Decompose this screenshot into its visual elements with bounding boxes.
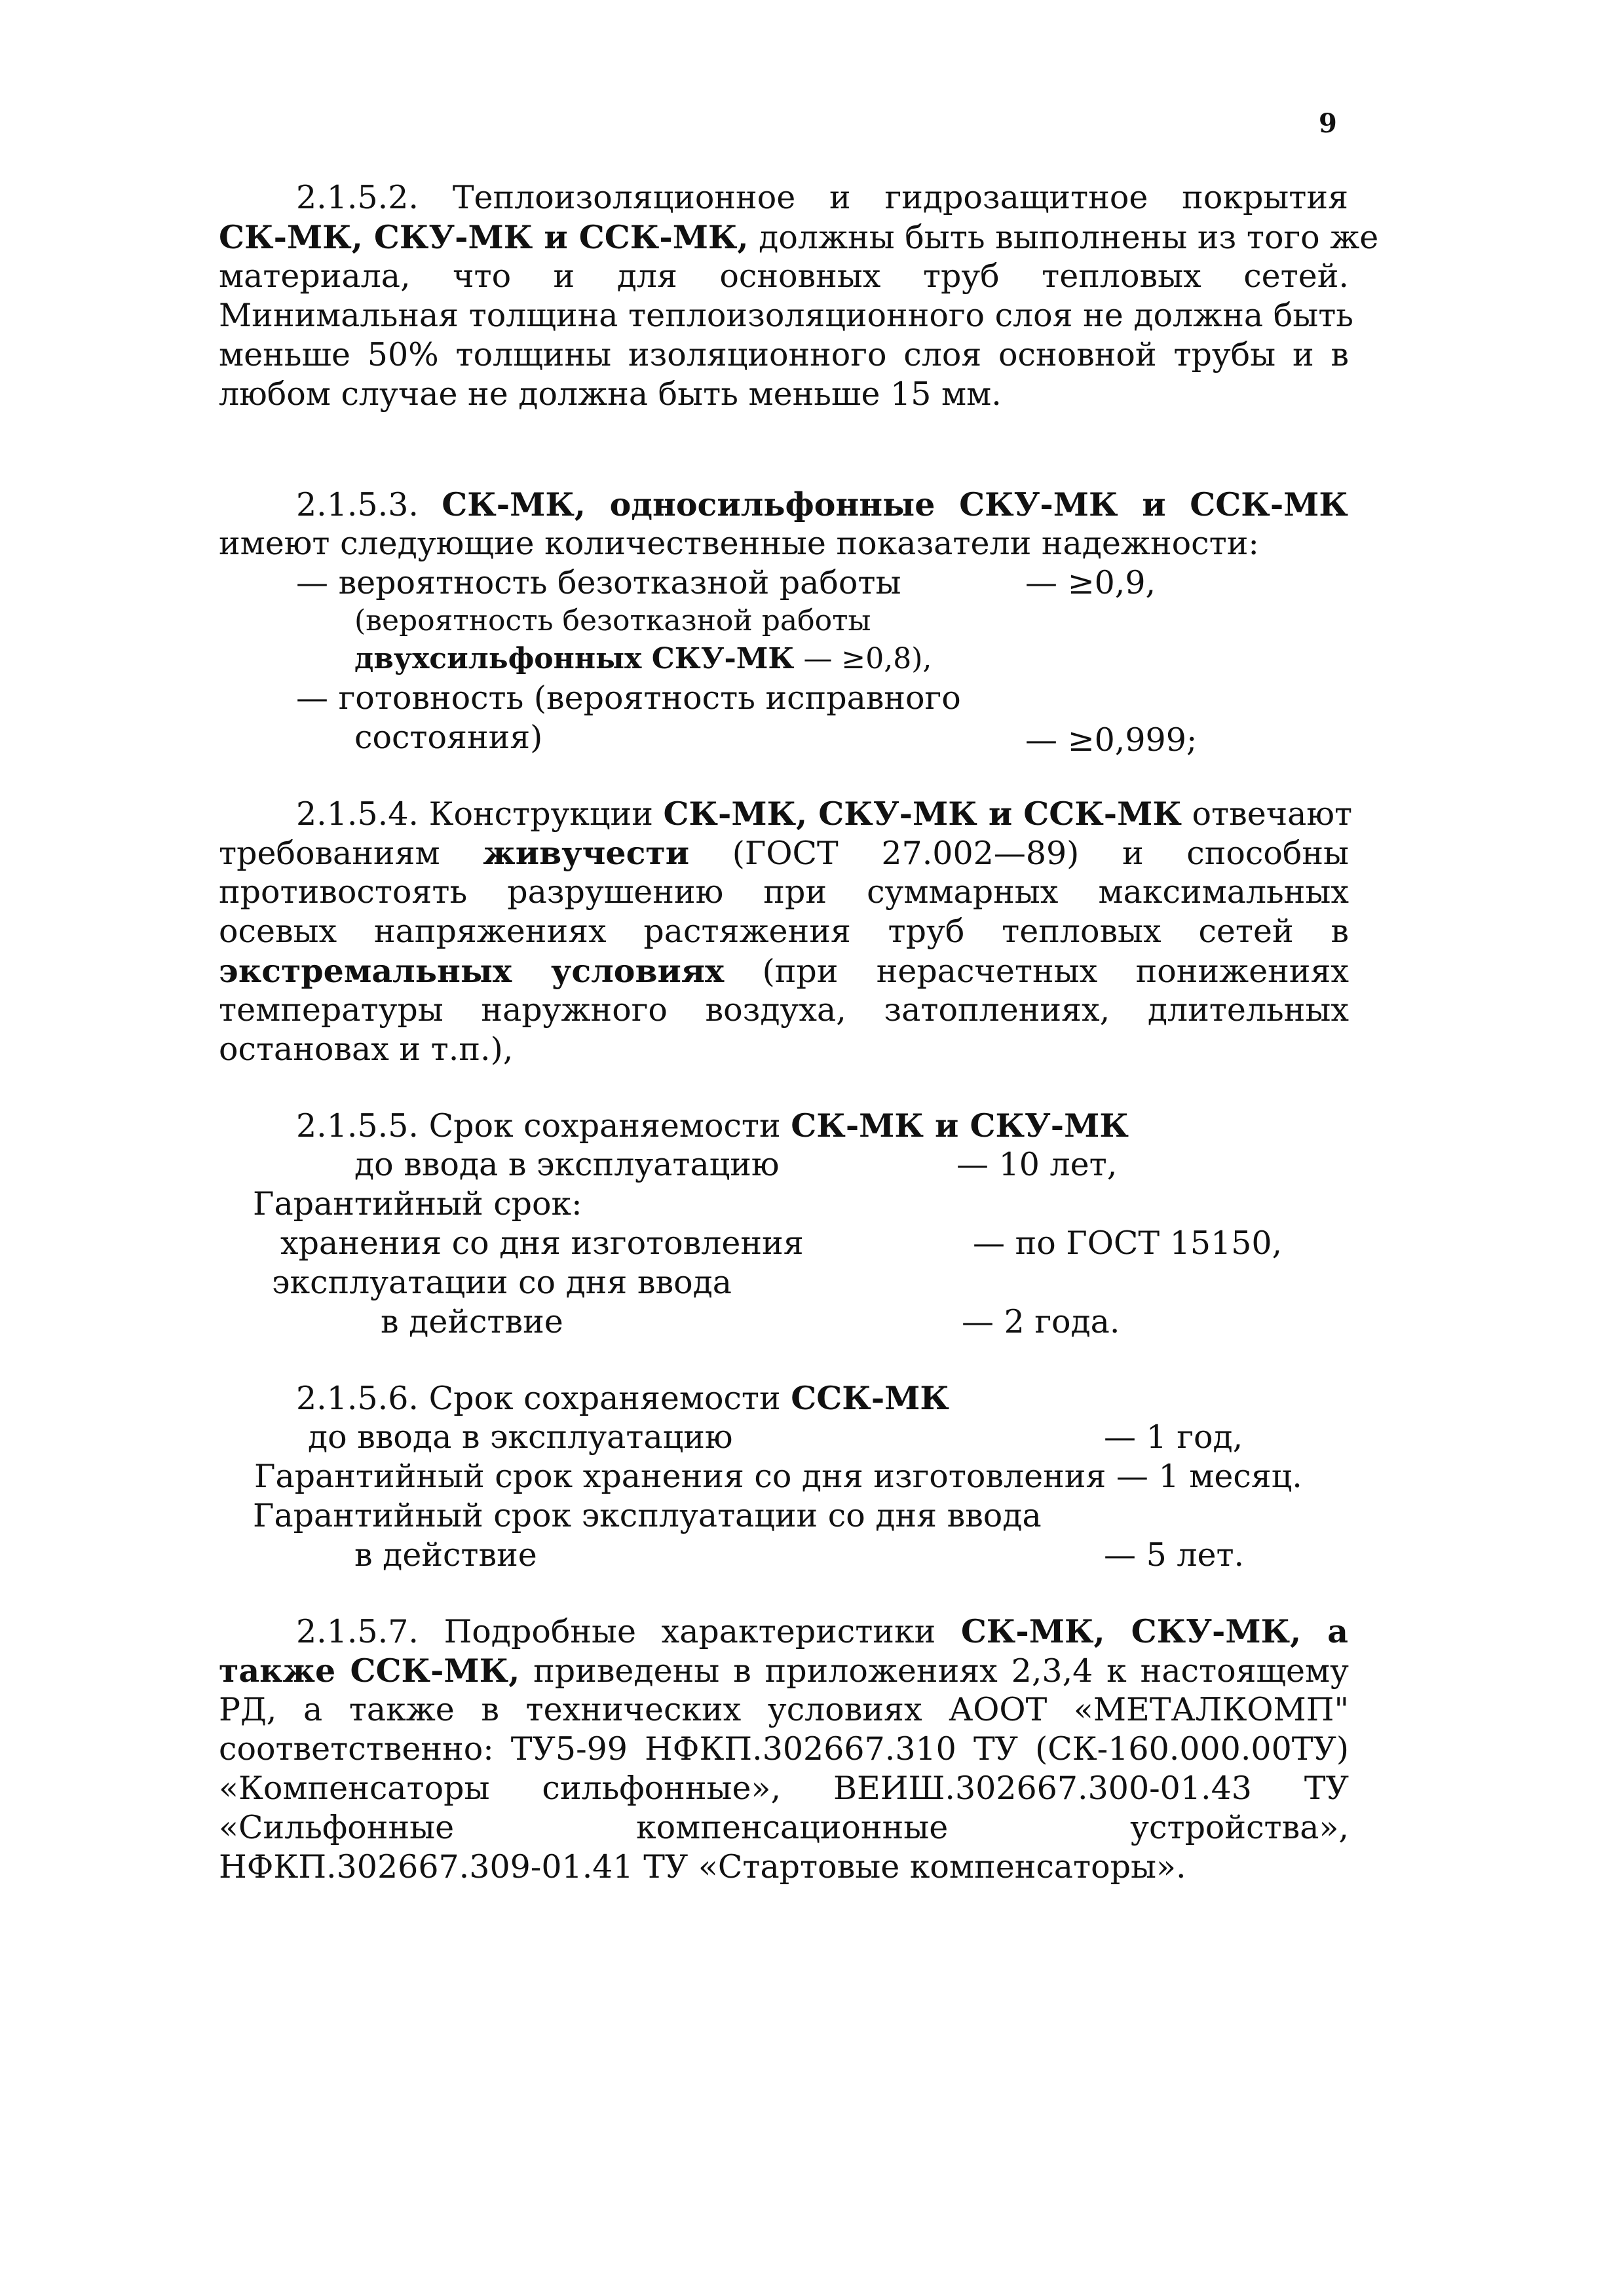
term-value: — 5 лет. bbox=[1104, 1536, 1245, 1574]
text-run: (при нерасчетных понижениях bbox=[724, 953, 1349, 990]
text-run: 2.1.5.4. Конструкции bbox=[296, 795, 664, 833]
text-line: материала, что и для основных труб тепловых сетей. bbox=[219, 257, 1349, 295]
reliability-item-value: — ≥0,9, bbox=[1025, 564, 1156, 601]
text-line bbox=[296, 1378, 949, 1418]
text-line: любом случае не должна быть меньше 15 мм. bbox=[219, 375, 1002, 413]
bold-term: живучести bbox=[483, 834, 690, 872]
bold-term: СК-МК, односильфонные СКУ-МК и ССК-МК bbox=[442, 485, 1348, 523]
term-value: — 2 года. bbox=[962, 1303, 1120, 1340]
text-run: отвечают bbox=[1181, 795, 1353, 833]
text-run: 2.1.5.7. Подробные характеристики bbox=[296, 1613, 961, 1650]
bold-term: СК-МК и СКУ-МК bbox=[791, 1107, 1129, 1145]
text-run: (ГОСТ 27.002—89) и способны bbox=[689, 835, 1349, 872]
text-line bbox=[296, 485, 1348, 525]
text-line: «Компенсаторы сильфонные», ВЕИШ.302667.300-01.43 ТУ bbox=[219, 1770, 1349, 1807]
text-line: меньше 50% толщины изоляционного слоя основной трубы и в bbox=[219, 336, 1349, 373]
reliability-item-label: — вероятность безотказной работы bbox=[296, 564, 901, 601]
text-line: осевых напряжениях растяжения труб тепловых сетей в bbox=[219, 913, 1349, 950]
text-line: НФКП.302667.309-01.41 ТУ «Стартовые компенсаторы». bbox=[219, 1848, 1186, 1886]
text-line: «Сильфонные компенсационные устройства», bbox=[219, 1809, 1349, 1846]
text-line bbox=[219, 951, 1349, 991]
term-label: в действие bbox=[381, 1303, 563, 1340]
bold-term: СК-МК, СКУ-МК, а bbox=[960, 1612, 1348, 1650]
text-line: РД, а также в технических условиях АООТ «МЕТАЛКОМП" bbox=[219, 1691, 1349, 1728]
bold-term: экстремальных условиях bbox=[219, 952, 725, 990]
term-value: — 1 год, bbox=[1104, 1418, 1243, 1456]
text-line: температуры наружного воздуха, затоплениях, длительных bbox=[219, 991, 1349, 1029]
warranty-heading: Гарантийный срок: bbox=[253, 1185, 582, 1223]
text-run: приведены в приложениях 2,3,4 к настоящему bbox=[519, 1652, 1349, 1690]
text-line bbox=[296, 794, 1353, 834]
reliability-item-label: состояния) bbox=[354, 719, 543, 756]
text-run: 2.1.5.6. Срок сохраняемости bbox=[296, 1380, 791, 1417]
text-run: 2.1.5.5. Срок сохраняемости bbox=[296, 1107, 791, 1145]
text-run: должны быть выполнены из того же bbox=[748, 219, 1379, 256]
term-label: хранения со дня изготовления bbox=[280, 1224, 804, 1262]
text-line bbox=[296, 1106, 1129, 1146]
text-run: требованиям bbox=[219, 835, 483, 872]
bold-term: СК-МК, СКУ-МК и ССК-МК bbox=[663, 795, 1182, 833]
bold-term: ССК-МК bbox=[791, 1379, 949, 1417]
text-line: 2.1.5.2. Теплоизоляционное и гидрозащитное покрытия bbox=[296, 179, 1348, 216]
reliability-note: (вероятность безотказной работы bbox=[354, 604, 871, 637]
term-label: Гарантийный срок эксплуатации со дня ввода bbox=[253, 1497, 1042, 1534]
page-number: 9 bbox=[1319, 108, 1337, 139]
reliability-item-label: — готовность (вероятность исправного bbox=[296, 679, 961, 717]
text-line: остановах и т.п.), bbox=[219, 1031, 514, 1068]
term-label: эксплуатации со дня ввода bbox=[272, 1264, 732, 1301]
term-value: — 10 лет, bbox=[956, 1146, 1118, 1183]
text-line: Минимальная толщина теплоизоляционного слоя не должна быть bbox=[219, 297, 1353, 334]
text-line bbox=[296, 1612, 1348, 1652]
term-value: — по ГОСТ 15150, bbox=[973, 1224, 1283, 1262]
bold-term: также ССК-МК, bbox=[219, 1652, 520, 1690]
term-label: в действие bbox=[354, 1536, 537, 1574]
term-label: до ввода в эксплуатацию bbox=[308, 1418, 733, 1456]
bold-term: двухсильфонных СКУ-МК bbox=[354, 642, 795, 675]
text-line: соответственно: ТУ5-99 НФКП.302667.310 ТУ (СК-160.000.00ТУ) bbox=[219, 1730, 1349, 1768]
text-line: имеют следующие количественные показатели надежности: bbox=[219, 525, 1259, 562]
text-line: противостоять разрушению при суммарных максимальных bbox=[219, 873, 1349, 911]
text-line bbox=[219, 1651, 1349, 1691]
reliability-note bbox=[354, 639, 932, 679]
section-number: 2.1.5.3. bbox=[296, 486, 442, 523]
reliability-item-value: — ≥0,999; bbox=[1025, 721, 1198, 759]
bold-term: СК-МК, СКУ-МК и ССК-МК, bbox=[219, 218, 749, 256]
text-line bbox=[219, 218, 1379, 257]
term-label: до ввода в эксплуатацию bbox=[354, 1146, 780, 1183]
text-line: Гарантийный срок хранения со дня изготовления — 1 месяц. bbox=[254, 1458, 1302, 1495]
text-line bbox=[219, 833, 1349, 873]
text-run: — ≥0,8), bbox=[794, 642, 932, 675]
